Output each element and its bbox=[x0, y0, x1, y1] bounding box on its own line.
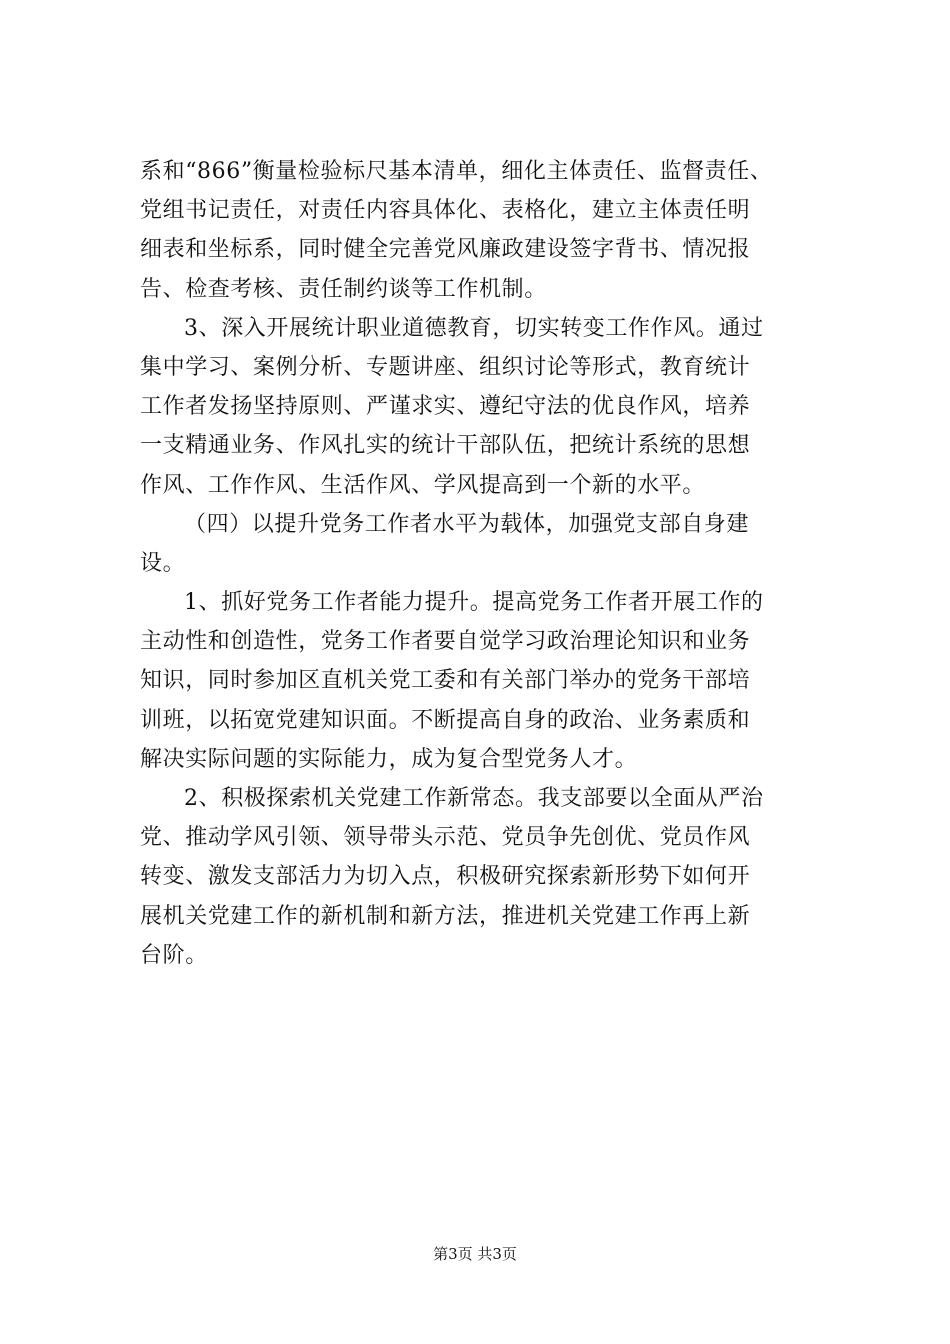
page-number-footer: 第3页 共3页 bbox=[433, 1245, 517, 1263]
text-line: 台阶。 bbox=[140, 942, 208, 968]
text-line: 一支精通业务、作风扎实的统计干部队伍，把统计系统的思想 bbox=[140, 433, 751, 459]
text-line: 细表和坐标系，同时健全完善党风廉政建设签字背书、情况报 bbox=[140, 237, 751, 263]
text-line: 设。 bbox=[140, 550, 186, 576]
text-line: 知识，同时参加区直机关党工委和有关部门举办的党务干部培 bbox=[140, 668, 751, 694]
text-line: 作风、工作作风、生活作风、学风提高到一个新的水平。 bbox=[140, 472, 706, 498]
text-line: 工作者发扬坚持原则、严谨求实、遵纪守法的优良作风，培养 bbox=[140, 394, 751, 420]
text-line: 训班，以拓宽党建知识面。不断提高自身的政治、业务素质和 bbox=[140, 707, 751, 733]
body-text bbox=[140, 152, 830, 975]
paragraph-start-1: 1、抓好党务工作者能力提升。提高党务工作者开展工作的 bbox=[184, 590, 764, 616]
text-line: 党组书记责任，对责任内容具体化、表格化，建立主体责任明 bbox=[140, 198, 751, 224]
text-line: 主动性和创造性，党务工作者要自觉学习政治理论知识和业务 bbox=[140, 629, 751, 655]
paragraph-start-2: 2、积极探索机关党建工作新常态。我支部要以全面从严治 bbox=[184, 786, 764, 811]
text-line: 集中学习、案例分析、专题讲座、组织讨论等形式，教育统计 bbox=[140, 354, 751, 380]
text-line: 党、推动学风引领、领导带头示范、党员争先创优、党员作风 bbox=[140, 825, 751, 851]
text-line: 解决实际问题的实际能力，成为复合型党务人才。 bbox=[140, 746, 638, 772]
paragraph-start-3: 3、深入开展统计职业道德教育，切实转变工作作风。通过 bbox=[184, 315, 764, 341]
text-line: 告、检查考核、责任制约谈等工作机制。 bbox=[140, 276, 547, 302]
text-line: 展机关党建工作的新机制和新方法，推进机关党建工作再上新 bbox=[140, 903, 751, 929]
section-heading-4: （四）以提升党务工作者水平为载体，加强党支部自身建 bbox=[184, 511, 750, 537]
text-line: 转变、激发支部活力为切入点，积极研究探索新形势下如何开 bbox=[140, 864, 751, 890]
text-line: 系和“866”衡量检验标尺基本清单，细化主体责任、监督责任、 bbox=[140, 159, 773, 184]
